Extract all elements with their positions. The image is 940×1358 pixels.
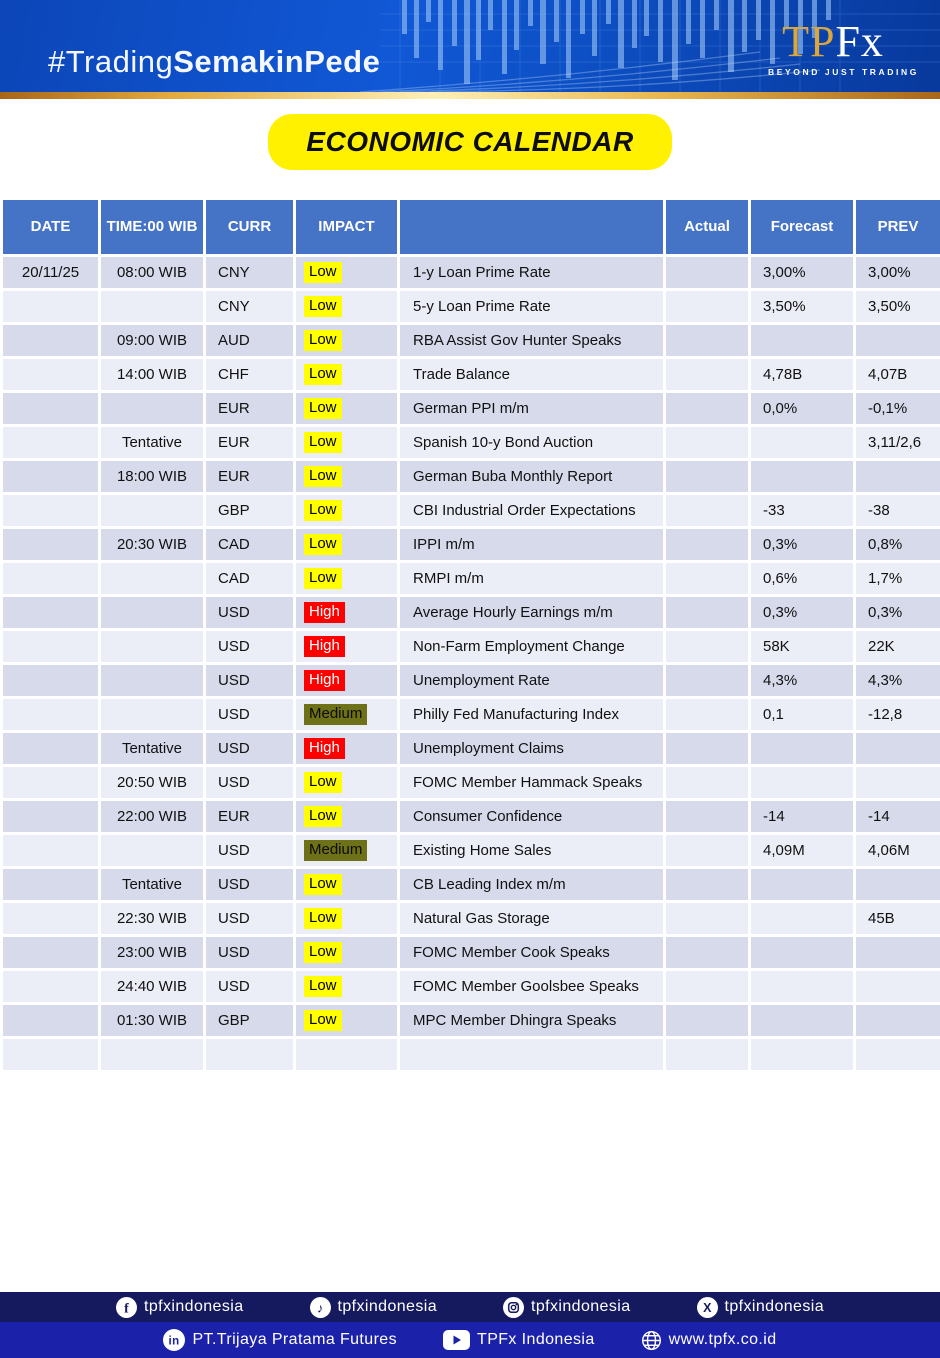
cell-currency: GBP <box>205 494 295 528</box>
cell-time: 22:30 WIB <box>100 902 205 936</box>
header-date: DATE <box>2 199 100 256</box>
cell-currency: EUR <box>205 800 295 834</box>
cell-prev: -12,8 <box>855 698 940 732</box>
cell-prev: 3,00% <box>855 256 940 290</box>
cell-actual <box>665 698 750 732</box>
social-youtube[interactable] <box>443 1330 595 1350</box>
cell-currency: CAD <box>205 528 295 562</box>
cell-forecast <box>750 766 855 800</box>
cell-actual <box>665 358 750 392</box>
tpfx-logo-text <box>768 17 898 66</box>
impact-badge: Low <box>304 398 342 419</box>
cell-impact <box>295 766 399 800</box>
cell-time: 22:00 WIB <box>100 800 205 834</box>
impact-badge: Low <box>304 534 342 555</box>
cell-forecast <box>750 1004 855 1038</box>
cell-forecast <box>750 970 855 1004</box>
cell-actual <box>665 732 750 766</box>
svg-text:in: in <box>168 1335 180 1348</box>
cell-time <box>100 596 205 630</box>
cell-date <box>2 596 100 630</box>
cell-date: 20/11/25 <box>2 256 100 290</box>
cell-date <box>2 290 100 324</box>
cell-date <box>2 868 100 902</box>
impact-badge: Low <box>304 432 342 453</box>
youtube-icon <box>443 1330 470 1350</box>
header-prev: PREV <box>855 199 940 256</box>
tiktok-icon <box>310 1297 331 1318</box>
hashtag-bold: SemakinPede <box>173 44 381 79</box>
footer-social-row <box>0 1292 940 1322</box>
table-row <box>2 256 940 290</box>
cell-actual <box>665 324 750 358</box>
logo-fx: Fx <box>835 17 884 66</box>
cell-impact <box>295 630 399 664</box>
page-title: ECONOMIC CALENDAR <box>268 114 671 170</box>
impact-badge: Low <box>304 942 342 963</box>
cell-forecast: 0,3% <box>750 528 855 562</box>
cell-event: Spanish 10-y Bond Auction <box>399 426 665 460</box>
cell-event: Trade Balance <box>399 358 665 392</box>
table-row <box>2 664 940 698</box>
cell-currency: USD <box>205 834 295 868</box>
facebook-icon <box>116 1297 137 1318</box>
cell-time: 09:00 WIB <box>100 324 205 358</box>
instagram-icon <box>503 1297 524 1318</box>
cell-impact <box>295 596 399 630</box>
cell-currency: AUD <box>205 324 295 358</box>
cell-currency: GBP <box>205 1004 295 1038</box>
impact-badge: Low <box>304 330 342 351</box>
cell-date <box>2 392 100 426</box>
impact-badge: Low <box>304 908 342 929</box>
cell-prev <box>855 324 940 358</box>
cell-event: Philly Fed Manufacturing Index <box>399 698 665 732</box>
cell-date <box>2 664 100 698</box>
title-area <box>0 114 940 170</box>
cell-event: RBA Assist Gov Hunter Speaks <box>399 324 665 358</box>
cell-event: CB Leading Index m/m <box>399 868 665 902</box>
cell-time <box>100 630 205 664</box>
cell-actual <box>665 256 750 290</box>
cell-currency: USD <box>205 970 295 1004</box>
cell-prev: 3,11/2,6 <box>855 426 940 460</box>
cell-prev <box>855 766 940 800</box>
cell-currency: USD <box>205 936 295 970</box>
impact-badge: High <box>304 670 345 691</box>
cell-prev: 4,3% <box>855 664 940 698</box>
impact-badge: Low <box>304 262 342 283</box>
cell-date <box>2 766 100 800</box>
cell-currency: CNY <box>205 290 295 324</box>
cell-date <box>2 800 100 834</box>
table-row <box>2 1038 940 1072</box>
table-row <box>2 460 940 494</box>
cell-time: 24:40 WIB <box>100 970 205 1004</box>
cell-date <box>2 460 100 494</box>
svg-text:X: X <box>702 1300 712 1315</box>
cell-prev <box>855 1038 940 1072</box>
social-website[interactable] <box>641 1330 777 1351</box>
header-actual: Actual <box>665 199 750 256</box>
social-label: tpfxindonesia <box>724 1298 824 1315</box>
cell-impact <box>295 868 399 902</box>
cell-time <box>100 834 205 868</box>
cell-currency: EUR <box>205 426 295 460</box>
globe-icon <box>641 1330 662 1351</box>
table-row <box>2 324 940 358</box>
cell-impact <box>295 902 399 936</box>
cell-event: FOMC Member Cook Speaks <box>399 936 665 970</box>
cell-time <box>100 698 205 732</box>
cell-currency: CHF <box>205 358 295 392</box>
cell-impact <box>295 290 399 324</box>
social-label: tpfxindonesia <box>144 1298 244 1315</box>
impact-badge: High <box>304 738 345 759</box>
cell-prev <box>855 970 940 1004</box>
cell-impact <box>295 698 399 732</box>
cell-actual <box>665 902 750 936</box>
table-row <box>2 528 940 562</box>
cell-impact <box>295 1004 399 1038</box>
impact-badge: Medium <box>304 840 367 861</box>
cell-currency: USD <box>205 596 295 630</box>
cell-impact <box>295 392 399 426</box>
cell-impact <box>295 460 399 494</box>
svg-text:♪: ♪ <box>316 1299 324 1315</box>
cell-time: Tentative <box>100 868 205 902</box>
cell-impact <box>295 562 399 596</box>
table-row <box>2 630 940 664</box>
campaign-hashtag <box>48 44 380 80</box>
cell-event: Existing Home Sales <box>399 834 665 868</box>
header-curr: CURR <box>205 199 295 256</box>
table-row <box>2 1004 940 1038</box>
cell-prev <box>855 732 940 766</box>
cell-time: 08:00 WIB <box>100 256 205 290</box>
cell-impact <box>295 970 399 1004</box>
cell-prev <box>855 1004 940 1038</box>
logo-tagline: BEYOND JUST TRADING <box>768 67 919 77</box>
cell-event: Average Hourly Earnings m/m <box>399 596 665 630</box>
cell-forecast: 58K <box>750 630 855 664</box>
impact-badge: Medium <box>304 704 367 725</box>
cell-time <box>100 392 205 426</box>
header-impact: IMPACT <box>295 199 399 256</box>
cell-date <box>2 426 100 460</box>
social-instagram[interactable] <box>503 1297 631 1318</box>
cell-time: 23:00 WIB <box>100 936 205 970</box>
cell-event <box>399 1038 665 1072</box>
cell-actual <box>665 562 750 596</box>
cell-prev: -14 <box>855 800 940 834</box>
impact-badge: Low <box>304 1010 342 1031</box>
cell-date <box>2 902 100 936</box>
impact-badge: Low <box>304 296 342 317</box>
cell-forecast: 3,50% <box>750 290 855 324</box>
cell-prev: 0,8% <box>855 528 940 562</box>
cell-forecast: 4,78B <box>750 358 855 392</box>
table-row <box>2 902 940 936</box>
cell-time <box>100 664 205 698</box>
cell-actual <box>665 664 750 698</box>
economic-calendar-table <box>0 197 940 1073</box>
cell-prev: 4,07B <box>855 358 940 392</box>
cell-event: German PPI m/m <box>399 392 665 426</box>
cell-event: German Buba Monthly Report <box>399 460 665 494</box>
social-tiktok[interactable] <box>310 1297 438 1318</box>
cell-forecast <box>750 732 855 766</box>
cell-date <box>2 324 100 358</box>
cell-actual <box>665 868 750 902</box>
impact-badge: Low <box>304 806 342 827</box>
impact-badge: Low <box>304 364 342 385</box>
cell-currency: EUR <box>205 392 295 426</box>
cell-impact <box>295 664 399 698</box>
cell-actual <box>665 460 750 494</box>
cell-time <box>100 1038 205 1072</box>
table-row <box>2 834 940 868</box>
cell-currency: CNY <box>205 256 295 290</box>
cell-event: Natural Gas Storage <box>399 902 665 936</box>
cell-currency <box>205 1038 295 1072</box>
cell-actual <box>665 392 750 426</box>
logo-tp: TP <box>782 17 836 66</box>
cell-date <box>2 494 100 528</box>
cell-event: Consumer Confidence <box>399 800 665 834</box>
cell-forecast: -33 <box>750 494 855 528</box>
table-row <box>2 970 940 1004</box>
social-linkedin[interactable] <box>163 1329 397 1351</box>
cell-time: 14:00 WIB <box>100 358 205 392</box>
cell-actual <box>665 834 750 868</box>
table-row <box>2 392 940 426</box>
impact-badge: High <box>304 602 345 623</box>
cell-impact <box>295 834 399 868</box>
cell-time: 18:00 WIB <box>100 460 205 494</box>
cell-forecast <box>750 902 855 936</box>
table-row <box>2 766 940 800</box>
impact-badge: Low <box>304 976 342 997</box>
cell-actual <box>665 1038 750 1072</box>
cell-actual <box>665 936 750 970</box>
cell-date <box>2 732 100 766</box>
table-row <box>2 290 940 324</box>
cell-forecast: 0,0% <box>750 392 855 426</box>
tpfx-logo <box>768 17 919 77</box>
cell-time <box>100 494 205 528</box>
cell-forecast <box>750 1038 855 1072</box>
cell-actual <box>665 596 750 630</box>
gold-divider <box>0 92 940 99</box>
cell-currency: USD <box>205 868 295 902</box>
cell-forecast <box>750 324 855 358</box>
social-facebook[interactable] <box>116 1297 244 1318</box>
cell-event: 1-y Loan Prime Rate <box>399 256 665 290</box>
cell-event: 5-y Loan Prime Rate <box>399 290 665 324</box>
table-row <box>2 596 940 630</box>
impact-badge: Low <box>304 500 342 521</box>
table-row <box>2 494 940 528</box>
cell-currency: USD <box>205 732 295 766</box>
hashtag-regular: #Trading <box>48 44 174 79</box>
cell-forecast: -14 <box>750 800 855 834</box>
cell-impact <box>295 732 399 766</box>
cell-event: Unemployment Rate <box>399 664 665 698</box>
cell-forecast: 0,1 <box>750 698 855 732</box>
x-icon <box>697 1297 718 1318</box>
cell-currency: USD <box>205 902 295 936</box>
cell-prev: 22K <box>855 630 940 664</box>
cell-impact <box>295 936 399 970</box>
cell-date <box>2 698 100 732</box>
cell-time: 20:50 WIB <box>100 766 205 800</box>
cell-date <box>2 970 100 1004</box>
cell-time: 20:30 WIB <box>100 528 205 562</box>
table-row <box>2 800 940 834</box>
cell-prev <box>855 936 940 970</box>
cell-impact <box>295 528 399 562</box>
cell-currency: CAD <box>205 562 295 596</box>
header-forecast: Forecast <box>750 199 855 256</box>
impact-badge: High <box>304 636 345 657</box>
cell-time: Tentative <box>100 732 205 766</box>
cell-currency: USD <box>205 766 295 800</box>
cell-event: MPC Member Dhingra Speaks <box>399 1004 665 1038</box>
cell-currency: EUR <box>205 460 295 494</box>
social-label: tpfxindonesia <box>531 1298 631 1315</box>
linkedin-icon <box>163 1329 185 1351</box>
cell-forecast <box>750 460 855 494</box>
social-label: TPFx Indonesia <box>477 1331 595 1348</box>
cell-currency: USD <box>205 698 295 732</box>
cell-time: 01:30 WIB <box>100 1004 205 1038</box>
cell-forecast <box>750 868 855 902</box>
cell-prev: 1,7% <box>855 562 940 596</box>
cell-prev: 3,50% <box>855 290 940 324</box>
cell-currency: USD <box>205 630 295 664</box>
cell-impact <box>295 1038 399 1072</box>
cell-event: Non-Farm Employment Change <box>399 630 665 664</box>
table-row <box>2 426 940 460</box>
cell-date <box>2 1004 100 1038</box>
table-header-row <box>2 199 940 256</box>
cell-forecast: 0,3% <box>750 596 855 630</box>
cell-prev <box>855 460 940 494</box>
cell-date <box>2 936 100 970</box>
table-row <box>2 562 940 596</box>
social-label: tpfxindonesia <box>337 1298 437 1315</box>
social-label: www.tpfx.co.id <box>668 1331 777 1348</box>
cell-impact <box>295 358 399 392</box>
table-row <box>2 936 940 970</box>
table-row <box>2 358 940 392</box>
cell-event: Unemployment Claims <box>399 732 665 766</box>
cell-prev <box>855 868 940 902</box>
cell-event: CBI Industrial Order Expectations <box>399 494 665 528</box>
cell-time: Tentative <box>100 426 205 460</box>
cell-prev: -0,1% <box>855 392 940 426</box>
footer-company-row <box>0 1322 940 1358</box>
cell-forecast: 0,6% <box>750 562 855 596</box>
cell-currency: USD <box>205 664 295 698</box>
cell-actual <box>665 426 750 460</box>
cell-actual <box>665 1004 750 1038</box>
cell-impact <box>295 324 399 358</box>
cell-impact <box>295 494 399 528</box>
svg-text:f: f <box>124 1301 130 1317</box>
cell-event: IPPI m/m <box>399 528 665 562</box>
cell-event: RMPI m/m <box>399 562 665 596</box>
cell-time <box>100 290 205 324</box>
impact-badge: Low <box>304 466 342 487</box>
cell-prev: 4,06M <box>855 834 940 868</box>
cell-forecast <box>750 426 855 460</box>
impact-badge: Low <box>304 874 342 895</box>
cell-impact <box>295 800 399 834</box>
cell-forecast: 4,3% <box>750 664 855 698</box>
cell-actual <box>665 630 750 664</box>
cell-event: FOMC Member Goolsbee Speaks <box>399 970 665 1004</box>
cell-actual <box>665 970 750 1004</box>
cell-date <box>2 1038 100 1072</box>
cell-date <box>2 528 100 562</box>
social-label: PT.Trijaya Pratama Futures <box>192 1331 398 1348</box>
cell-time <box>100 562 205 596</box>
cell-impact <box>295 426 399 460</box>
table-row <box>2 868 940 902</box>
cell-prev: 45B <box>855 902 940 936</box>
impact-badge: Low <box>304 772 342 793</box>
header-time: TIME:00 WIB <box>100 199 205 256</box>
cell-actual <box>665 528 750 562</box>
cell-actual <box>665 766 750 800</box>
cell-prev: -38 <box>855 494 940 528</box>
cell-forecast <box>750 936 855 970</box>
cell-date <box>2 630 100 664</box>
cell-date <box>2 358 100 392</box>
cell-actual <box>665 800 750 834</box>
cell-forecast: 4,09M <box>750 834 855 868</box>
cell-date <box>2 834 100 868</box>
cell-actual <box>665 290 750 324</box>
cell-date <box>2 562 100 596</box>
header-event <box>399 199 665 256</box>
cell-event: FOMC Member Hammack Speaks <box>399 766 665 800</box>
cell-forecast: 3,00% <box>750 256 855 290</box>
social-x[interactable] <box>697 1297 825 1318</box>
table-row <box>2 698 940 732</box>
cell-actual <box>665 494 750 528</box>
table-row <box>2 732 940 766</box>
cell-impact <box>295 256 399 290</box>
impact-badge: Low <box>304 568 342 589</box>
cell-prev: 0,3% <box>855 596 940 630</box>
footer <box>0 1292 940 1358</box>
top-banner <box>0 0 940 92</box>
